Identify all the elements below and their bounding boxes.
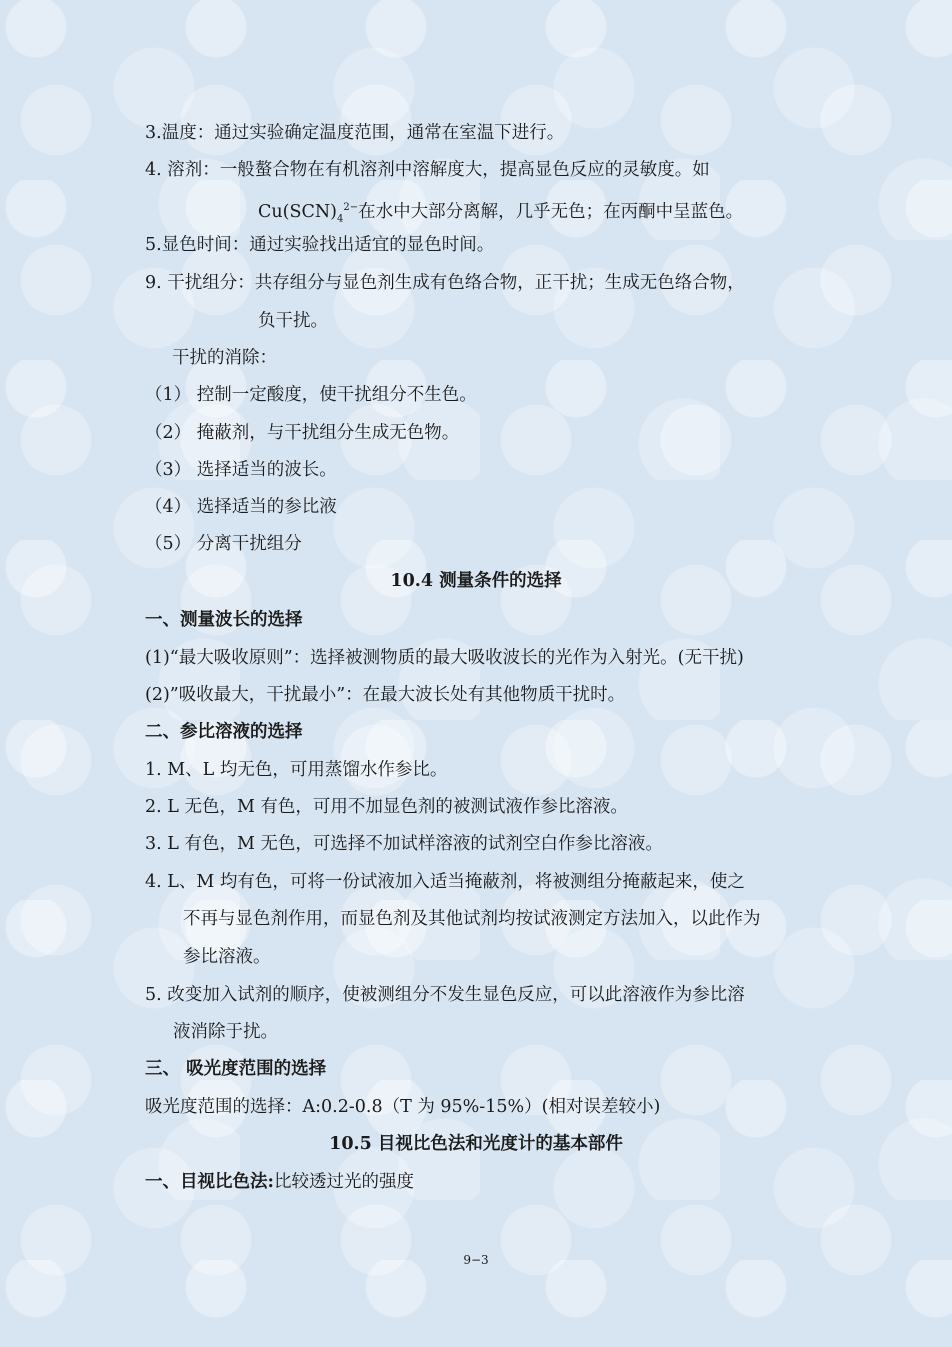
text-line: 5. 改变加入试剂的顺序，使被测组分不发生显色反应，可以此溶液作为参比溶 xyxy=(145,985,745,1005)
text-line: 参比溶液。 xyxy=(183,947,271,967)
formula-superscript: 2− xyxy=(343,202,359,213)
text-line: 2. L 无色，M 有色，可用不加显色剂的被测试液作参比溶液。 xyxy=(145,797,628,817)
section-heading: 10.4 测量条件的选择 xyxy=(390,571,562,591)
text-line: 3. L 有色，M 无色，可选择不加试样溶液的试剂空白作参比溶液。 xyxy=(145,834,663,854)
page-number: 9−3 xyxy=(463,1253,489,1267)
list-item: （2） 掩蔽剂，与干扰组分生成无色物。 xyxy=(145,423,460,443)
text-line: 5.显色时间：通过实验找出适宜的显色时间。 xyxy=(145,235,495,255)
list-item: （3） 选择适当的波长。 xyxy=(145,460,337,480)
text-line: 4. 溶剂：一般螯合物在有机溶剂中溶解度大，提高显色反应的灵敏度。如 xyxy=(145,160,710,180)
text-line: 干扰的消除： xyxy=(172,348,277,368)
text-line: 负干扰。 xyxy=(258,311,328,331)
text-line: 4. L、M 均有色，可将一份试液加入适当掩蔽剂，将被测组分掩蔽起来，使之 xyxy=(145,872,745,892)
formula: Cu(SCN) xyxy=(258,201,338,222)
subsection-heading: 一、目视比色法: xyxy=(145,1172,274,1192)
text-span: 在水中大部分离解，几乎无色；在丙酮中呈蓝色。 xyxy=(358,201,744,222)
subsection-heading: 三、 吸光度范围的选择 xyxy=(145,1059,327,1079)
formula-subscript: 4 xyxy=(337,213,344,225)
text-line: (1)“最大吸收原则”：选择被测物质的最大吸收波长的光作为入射光。(无干扰) xyxy=(145,648,744,668)
text-line: 3.温度：通过实验确定温度范围，通常在室温下进行。 xyxy=(145,123,565,143)
text-line: 液消除于扰。 xyxy=(173,1022,278,1042)
list-item: （4） 选择适当的参比液 xyxy=(145,497,337,517)
subsection-heading: 一、测量波长的选择 xyxy=(145,610,303,630)
text-span: 比较透过光的强度 xyxy=(273,1172,414,1192)
text-line xyxy=(145,1170,414,1194)
text-line: 9. 干扰组分：共存组分与显色剂生成有色络合物，正干扰；生成无色络合物， xyxy=(145,273,745,293)
text-line: (2)”吸收最大，干扰最小”：在最大波长处有其他物质干扰时。 xyxy=(145,685,626,705)
text-line: 吸光度范围的选择：A:0.2-0.8（T 为 95%-15%）(相对误差较小) xyxy=(145,1097,661,1117)
list-item: （5） 分离干扰组分 xyxy=(145,534,302,554)
list-item: （1） 控制一定酸度，使干扰组分不生色。 xyxy=(145,385,477,405)
text-line: 1. M、L 均无色，可用蒸馏水作参比。 xyxy=(145,760,448,780)
text-line xyxy=(258,196,743,231)
section-heading: 10.5 目视比色法和光度计的基本部件 xyxy=(329,1134,623,1154)
subsection-heading: 二、参比溶液的选择 xyxy=(145,722,303,742)
text-line: 不再与显色剂作用，而显色剂及其他试剂均按试液测定方法加入，以此作为 xyxy=(183,909,761,929)
